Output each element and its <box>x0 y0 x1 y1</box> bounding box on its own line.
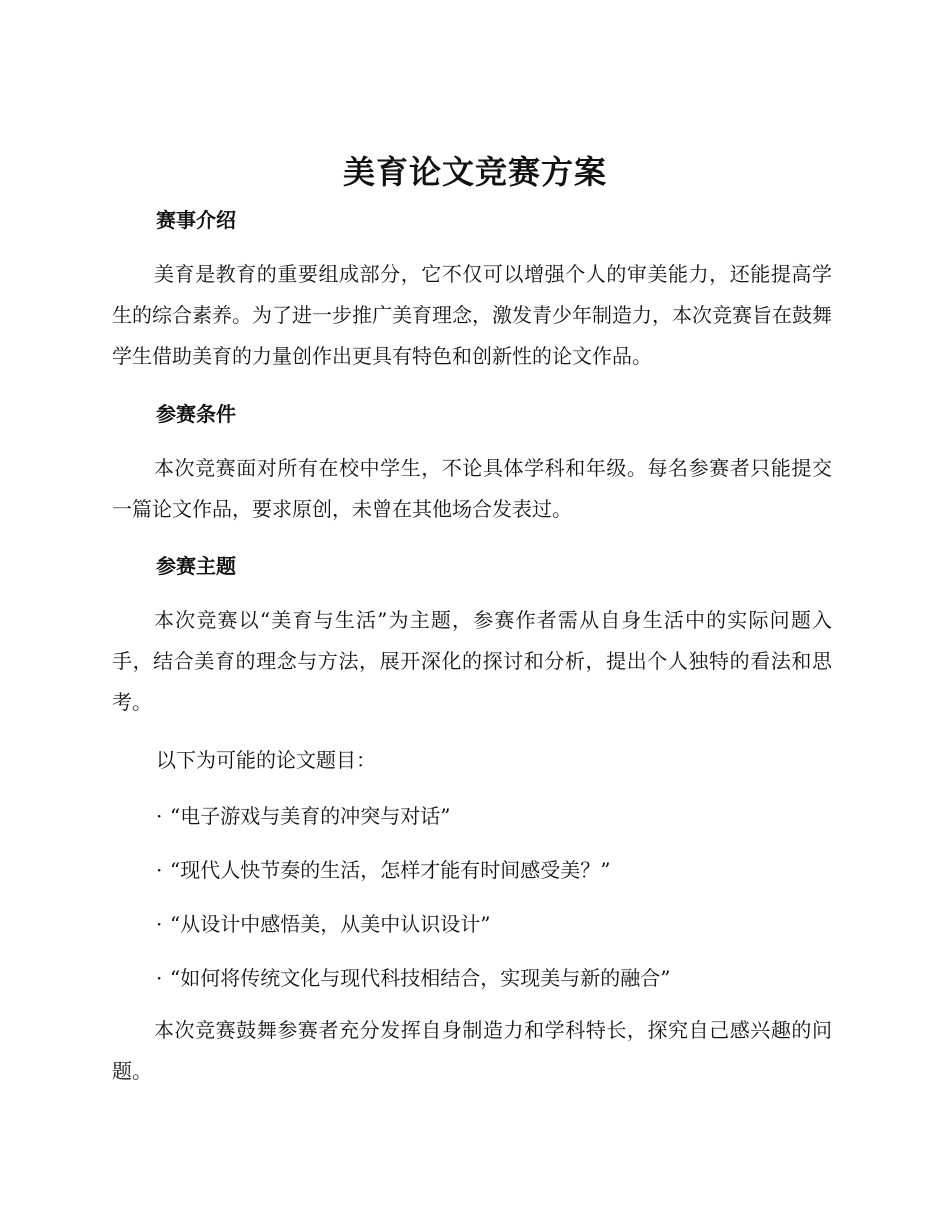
section-heading-eligibility: 参赛条件 <box>156 402 236 426</box>
closing-paragraph: 本次竞赛鼓舞参赛者充分发挥自身制造力和学科特长，探究自己感兴趣的问题。 <box>112 1018 832 1083</box>
list-item <box>156 964 670 992</box>
list-item <box>156 910 490 938</box>
bullet-icon: · <box>156 912 163 936</box>
topics-intro: 以下为可能的论文题目： <box>156 748 376 772</box>
bullet-icon: · <box>156 966 163 990</box>
theme-paragraph: 本次竞赛以“美育与生活”为主题，参赛作者需从自身生活中的实际问题入手，结合美育的理念与方法，展开深化的探讨和分析，提出个人独特的看法和思考。 <box>112 608 832 714</box>
intro-paragraph: 美育是教育的重要组成部分，它不仅可以增强个人的审美能力，还能提高学生的综合素养。为了进一步推广美育理念，激发青少年制造力，本次竞赛旨在鼓舞学生借助美育的力量创作出更具有特色和创新性的论文作品。 <box>112 262 832 368</box>
document-title: 美育论文竞赛方案 <box>342 153 607 191</box>
section-heading-intro: 赛事介绍 <box>156 208 236 232</box>
topic-text: “现代人快节奏的生活，怎样才能有时间感受美？” <box>170 858 611 882</box>
eligibility-paragraph: 本次竞赛面对所有在校中学生，不论具体学科和年级。每名参赛者只能提交一篇论文作品，要求原创，未曾在其他场合发表过。 <box>112 456 832 521</box>
topic-text: “电子游戏与美育的冲突与对话” <box>170 804 451 828</box>
list-item <box>156 856 610 884</box>
topic-text: “从设计中感悟美，从美中认识设计” <box>170 912 491 936</box>
topic-text: “如何将传统文化与现代科技相结合，实现美与新的融合” <box>170 966 671 990</box>
list-item <box>156 802 450 830</box>
section-heading-theme: 参赛主题 <box>156 554 236 578</box>
bullet-icon: · <box>156 804 163 828</box>
bullet-icon: · <box>156 858 163 882</box>
